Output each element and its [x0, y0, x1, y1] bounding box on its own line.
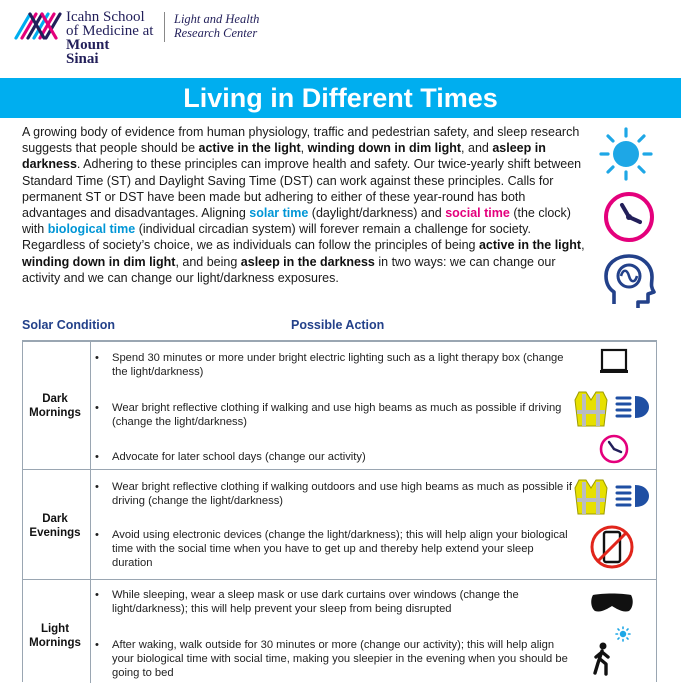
- intro-text: ,: [300, 141, 308, 156]
- list-item: [95, 480, 575, 510]
- action-text: Wear bright reflective clothing if walking outdoors and use high beams as much as possible if driving (change the light/darkness): [112, 481, 572, 508]
- head-circadian-icon: [602, 252, 658, 310]
- intro-text: A growing body of evidence from human physiology, traffic and pedestrian safety, and sleep research suggests that people should be: [22, 125, 580, 156]
- list-item: [95, 450, 575, 466]
- page-title: Living in Different Times: [0, 78, 681, 118]
- intro-bold: active in the light: [198, 141, 301, 156]
- intro-paragraph: [22, 124, 592, 286]
- bullet: •: [95, 529, 99, 541]
- center-line1: Light and Health: [174, 12, 260, 26]
- bullet: •: [95, 589, 99, 601]
- bullet: •: [95, 451, 99, 463]
- center-line2: Research Center: [174, 26, 258, 40]
- condition-label-line: Dark: [42, 513, 68, 525]
- list-item: [95, 401, 575, 431]
- reflective-vest-icon: [573, 390, 609, 428]
- intro-text: (the clock) with: [22, 206, 571, 237]
- intro-text: , and being: [175, 254, 241, 269]
- solar-time-term: solar time: [249, 206, 309, 221]
- bullet: •: [95, 352, 99, 364]
- research-center-name: [174, 12, 259, 40]
- action-text: Avoid using electronic devices (change the light/darkness); this will help align your biological time with the social time when you have to get up and thereby help extend your sleep duration: [112, 529, 568, 570]
- light-therapy-box-icon: [599, 348, 629, 376]
- intro-text: (daylight/darkness) and: [308, 206, 446, 221]
- intro-bold: asleep in the darkness: [240, 254, 375, 269]
- column-divider: [90, 580, 91, 683]
- intro-text: (individual circadian system) will forever remain a challenge for society. Regardless of society’s choice, we as individuals can follow the principles of being: [22, 222, 531, 253]
- org-name: [66, 10, 153, 66]
- person-walking-icon: [589, 626, 631, 681]
- column-divider: [90, 470, 91, 580]
- solar-condition-heading: Solar Condition: [22, 318, 116, 332]
- table-row: [23, 341, 656, 470]
- intro-text: , and: [461, 141, 493, 156]
- mount-sinai-logo-icon: [12, 6, 64, 42]
- intro-bold: asleep in darkness: [22, 141, 546, 172]
- list-item: [95, 528, 575, 574]
- table-row: [23, 469, 656, 580]
- action-text: Spend 30 minutes or more under bright electric lighting such as a light therapy box (change the light/darkness): [112, 352, 564, 379]
- action-text: Wear bright reflective clothing if walking and use high beams as much as possible if driving (change the light/darkness): [112, 402, 562, 429]
- condition-label-line: Light: [40, 623, 70, 635]
- sun-icon: [598, 126, 654, 182]
- intro-text: in two ways: we can change our activity and we can change our light/darkness exposures.: [22, 254, 556, 285]
- org-line4: Sinai: [66, 51, 99, 67]
- intro-bold: winding down in dim light: [307, 141, 462, 156]
- intro-bold: winding down in dim light: [22, 254, 176, 269]
- biological-time-term: biological time: [47, 222, 136, 237]
- high-beam-headlight-icon: [615, 483, 651, 509]
- no-phone-icon: [589, 524, 635, 570]
- header: [0, 0, 681, 72]
- condition-label: [23, 622, 87, 650]
- actions-table: [22, 340, 657, 682]
- condition-label-line: Evenings: [29, 527, 81, 539]
- intro-text: ,: [581, 238, 585, 253]
- column-divider: [90, 342, 91, 470]
- condition-label-line: Dark: [42, 393, 68, 405]
- bullet: •: [95, 481, 99, 493]
- table-row: [23, 579, 656, 683]
- possible-action-heading: Possible Action: [291, 318, 385, 332]
- bullet: •: [95, 402, 99, 414]
- org-line2: of Medicine at: [66, 23, 154, 39]
- intro-bold: active in the light: [478, 238, 582, 253]
- clock-icon: [602, 190, 656, 244]
- list-item: [95, 588, 575, 618]
- condition-label: [23, 512, 87, 540]
- action-text: While sleeping, wear a sleep mask or use dark curtains over windows (change the light/darkness); this will help prevent your sleep from being disrupted: [112, 589, 519, 616]
- list-item: [95, 638, 575, 682]
- condition-label: [23, 392, 87, 420]
- org-line3: Mount: [66, 37, 110, 53]
- condition-label-line: Mornings: [29, 637, 81, 649]
- high-beam-headlight-icon: [615, 394, 651, 420]
- list-item: [95, 351, 575, 381]
- org-line1: Icahn School: [66, 9, 145, 25]
- sleep-mask-icon: [589, 592, 635, 614]
- social-time-term: social time: [445, 206, 510, 221]
- bullet: •: [95, 639, 99, 651]
- header-divider: [164, 12, 165, 42]
- action-text: Advocate for later school days (change our activity): [112, 451, 366, 463]
- action-text: After waking, walk outside for 30 minutes or more (change our activity); this will help align your biological time with social time, making you sleepier in the evening when you should be going to bed: [112, 639, 568, 680]
- reflective-vest-icon: [573, 478, 609, 516]
- clock-small-icon: [597, 432, 631, 466]
- condition-label-line: Mornings: [29, 407, 81, 419]
- intro-text: . Adhering to these principles can improve health and safety. Our twice-yearly shift between Standard Time (ST) and Daylight Saving Time (DST) can work against these principles. Calls for permanent ST or DST have been made but adhering to either of these year-round has both advantages and disadvantages. Aligning: [22, 157, 582, 221]
